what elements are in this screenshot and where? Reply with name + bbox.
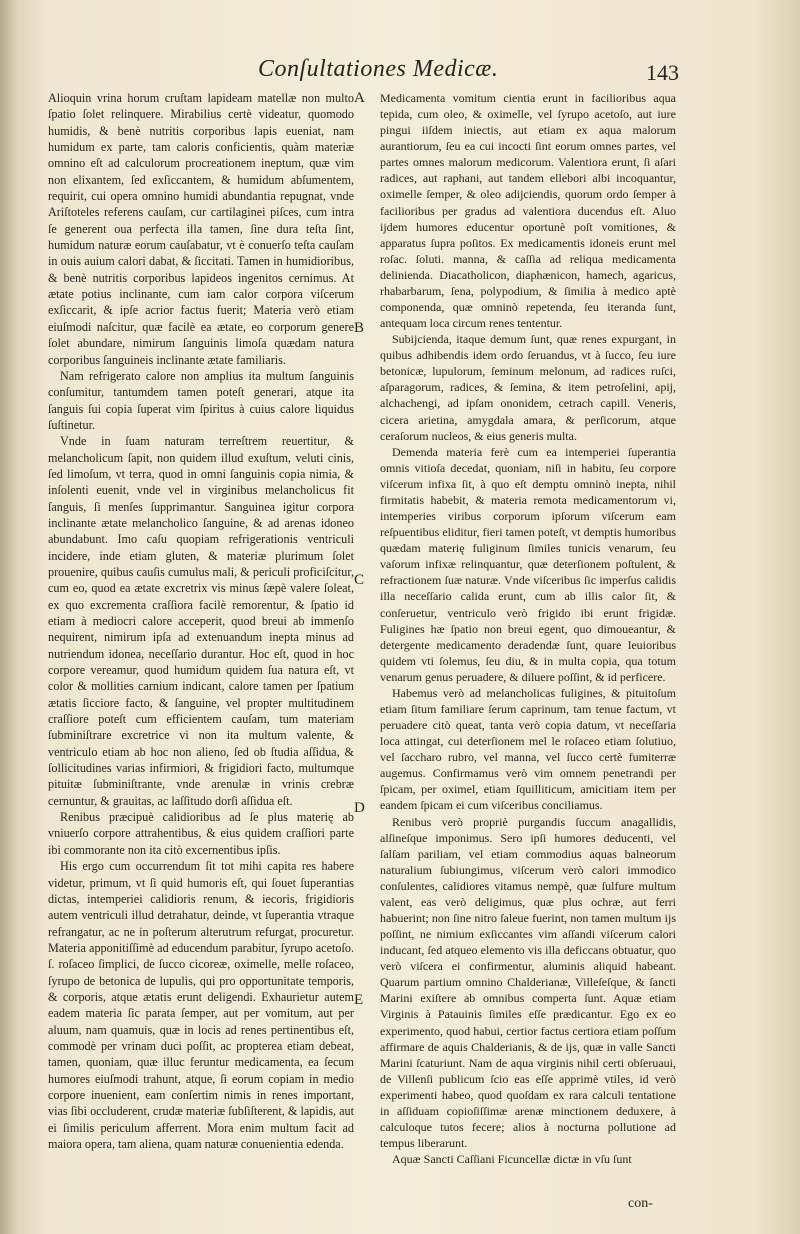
paragraph: Nam refrigerato calore non amplius ita multum ſanguinis conſumitur, tantumdem tamen poteſt generari, atque ita ſanguis ſui copia ſuperat vim ſpiritus à cuius calore liquidus ſuſtinetur. [48, 368, 354, 432]
paragraph: Renibus verò propriè purgandis ſuccum anagallidis, alſineſque imponimus. Sero ipſi humores deducenti, vel ſalſam pariliam, vel etiam commodius aquas balneorum naturalium ſubiungimus, viſcerum verò calori immodico conſulentes, calidiores vitamus nempè, quæ ſulfure multum valent, eas verò deligimus, quæ plus ochræ, aut ferri habuerint; non ſine nitro ſaleue fuerint, non tamen multum ijs poſſint, ne nimium exſiccantes vim aſſandi viſcerum calori inducant, ſed atqueo elemento vis illa deficcans obtuatur, quo verò viſcera ei confirmentur, aluminis aliquid habeant. Quarum partium omnino Chalderianæ, Villeſeſque, & ſancti Marini exiſtere ab omnibus comperta ſunt. Aquæ etiam Virginis à Patauinis ſimiles eſſe prædicantur. Ego ex eo experimento, quod habui, certior factus certiora etiam poſſum affirmare de aquis Chalderianis, & de ijs, quæ in valle Sancti Marini ſcaturiunt. Nam de aqua virginis nihil certi obſeruaui, de Villenſi publicum ſcio eas eſſe apprimè vtiles, id verò experimenti habeo, quod quoſdam ex rara calculi tentatione in aſſiduam copioſiſſimæ arenæ minctionem deduxere, à calculoque tutos fecere; alios à nocturna pollutione ad tempus liberarunt. [380, 814, 676, 1151]
paragraph: Vnde in ſuam naturam terreſtrem reuertitur, & melancholicum ſapit, non quidem illud exuſtum, veluti cinis, ſed limoſum, vt terra, quod in omni ſanguinis copia nimia, & inſolenti euenit, vnde vel in virginibus melancholicus fit ſanguis, ſi menſes ſupprimantur. Sanguinea igitur corpora inclinante ætate melancholico ſanguine, & ad arenas idoneo abundabunt. Imo caſu quopiam refrigerationis ventriculi incidere, inde etiam gluten, & materiæ plurimum ſolet prouenire, quibus cauſis cumulus mali, & periculi proficiſcitur, cum eo, quod ea ætate excretrix vis minus ſæpè valere ſoleat, ex quo excrementa craſſiora facilè remorentur, & ſpatio id etiam à mediocri calore acceperit, quod breui ab immenſo nequirent, nimirum ipſa ad extenuandum inepta minus ad nutriendum idonea, neceſſario durantur. Hoc eſt, quod in hoc corpore vereamur, quod humidum quidem ſua natura eſt, vt color & mollities carnium indicant, calore tamen per ſpatium ætatis ſicciore facto, & ſanguine, vel propter multitudinem craſſiore poteſt cum efficientem cauſam, tum materiam ſubminiſtrare excretrice vi non ita multum valente, & ventriculo etiam ab hoc non alieno, ſed ob ſtudia aſſidua, & ſollicitudines varias infirmiori, & frigidiori facto, multumque pituitæ ſubminiſtrante, vnde arenulæ in vrinis crebræ cernuntur, & grauitas, ac laſſitudo dorſi aſſidua eſt. [48, 434, 354, 808]
margin-marker-a: A [354, 90, 365, 106]
paragraph: Habemus verò ad melancholicas fuligines, & pituitoſum etiam ſitum familiare ſerum caprinum, tam tenue factum, vt peruadere citò queat, tanta verò copia datum, vt neceſſaria loca attingat, cui deterſionem mel le roſaceo etiam ſolutiuo, vel ſaccharo rubro, vel manna, vel ſucco certè fumiterræ augemus. Confirmamus verò vim omnem penetrandi per ſpicam, per oximel, etiam ſquilliticum, amicitiam item per eandem ſpicam ei cum viſceribus conciliamus. [380, 685, 676, 813]
left-column [48, 90, 354, 1152]
margin-marker-e: E [354, 992, 364, 1008]
margin-marker-d: D [354, 800, 365, 816]
page-gutter-shadow [0, 0, 18, 1234]
paragraph: Medicamenta vomitum cientia erunt in facilioribus aqua tepida, cum oleo, & oximelle, vel ſyrupo acetoſo, aut iure pingui iiſdem iniectis, aut etiam ex aqua malorum aurantiorum, ſeu ea cui incocti ſint eorum omnes partes, vel partes omnes malorum medicorum. Valentiora erunt, ſi aſari radices, aut raphani, aut tandem ellebori albi incoquantur, oximelle ſemper, & oleo adijciendis, quorum ordo ſemper à facilioribus per gradus ad valentiora ducendus eſt. Aluo ijdem humores educentur oportunè poſt vomitiones, & apparatus ſupra poſitos. Ex medicamentis idoneis erunt mel roſac. ſoluti. manna, & caſſia ad reliqua medicamenta delinienda. Diacatholicon, diaphænicon, hamech, agaricus, rhabarbarum, ſena, polypodium, & ſimilia à medico aptè componenda, quæ omninò repetenda, ſeu iteranda ſunt, antequam loca circum renes tententur. [380, 91, 676, 331]
paragraph: His ergo cum occurrendum ſit tot mihi capita res habere videtur, primum, vt ſi quid humoris eſt, qui ſouet ſuperantias dictas, intemperiei calidioris renum, & iecoris, frigidioris autem ventriculi illud detrahatur, deinde, vt ſuperantia vtraque refrangatur, ac ne in poſterum alterutrum refurgat, procuretur. Materia apponitiſſimè ad educendum parabitur, ſyrupo acetoſo. ſ. roſaceo ſimplici, de ſucco cicoreæ, oximelle, melle roſaceo, ſyrupo de betonica de lupulis, qui pro opportunitate temporis, & corporis, atque ætatis erunt deligendi. Exhaurietur autem eadem materia ſic parata ſemper, aut per vomitum, aut per aluum, nam quamuis, quæ in locis ad renes pertinentibus eſt, commodè per vrinam duci poſſit, ac propterea etiam debeat, tamen, quoniam, quæ illuc feruntur medicamenta, ea ſecum humores eiuſmodi trahunt, atque, ſi eorum copiam in medio corpore inuenient, eam conſertim nimis in renes important, vias ſibi occluderent, crudæ materiæ ſubſiſterent, & lapidis, aut ei ſimilis periculum afferrent. Mora enim multum facit ad maiora opera, tam aliena, quam naturæ conuenientia edenda. [48, 859, 354, 1151]
margin-markers [352, 90, 372, 1190]
running-title: Conſultationes Medicæ. [258, 56, 499, 82]
paragraph: Demenda materia ferè cum ea intemperiei ſuperantia omnis vitioſa decedat, quoniam, niſi in habitu, ſeu corpore viſcerum infixa ſit, à quo eſt demptu omninò inepta, nihil firmitatis habebit, & materia remota medicamentorum vi, intemperies viribus corporum ipſorum viſcerum eam reſpuentibus eliditur, fieri tamen poteſt, vt demptis humoribus quædam materię fuliginum ſimiles tunicis venarum, ſeu vaſorum infixæ relinquantur, quæ deterſionem poſtulent, & refractionem ſuæ naturæ. Vnde viſceribus ſic imperſus calidis illa neceſſario calida erunt, cum ab illis calor ſit, & conſeruetur, ventriculo verò frigido ibi erunt frigidæ. Fuligines hæ ſpatio non breui egent, quo dimoueantur, & detergente medicamento deradendæ ſunt, quare leuioribus quidem vti ſolemus, ſeu diu, & in multa copia, qua totum venarum genus peruadere, & diluere poſſint, & id perficere. [380, 444, 676, 684]
paragraph: Aquæ Sancti Caſſiani Ficuncellæ dictæ in vſu ſunt [392, 1152, 632, 1167]
paragraph: Subijcienda, itaque demum ſunt, quæ renes expurgant, in quibus adhibendis idem ordo ſeruandus, vt à ſucco, ſeu iure betonicæ, lupulorum, ſeminum melonum, ad radices ruſci, aſparagorum, radices, & ſemina, & item petroſelini, apij, alchachengi, ad ipſam ononidem, cetrach capill. Veneris, cicera arietina, amygdala amara, & perſicorum, atque ceraſorum nucleos, & eius generis multa. [380, 332, 676, 443]
page-header [0, 56, 800, 92]
catchword: con- [628, 1196, 653, 1211]
margin-marker-b: B [354, 320, 365, 336]
page-number: 143 [646, 60, 679, 85]
paragraph: Renibus præcipuè calidioribus ad ſe plus materię ab vniuerſo corpore attrahentibus, & eius quidem craſſiori parte ibi commorante non ita citò excernentibus ipſis. [48, 810, 354, 857]
margin-marker-c: C [354, 572, 365, 588]
right-column [380, 90, 676, 1167]
paragraph: Alioquin vrina horum cruſtam lapideam matellæ non multo ſpatio ſolet relinquere. Mirabilius certè videatur, quomodo humidis, & benè nutritis corporibus lapis eueniat, nam humidum ex parte, tam caloris conficientis, quàm materiæ omnino eſt ad calculorum procreationem ineptum, quæ vim non elixantem, ſed exſiccantem, & humidum abſumentem, requirit, cui opera omnino humidi abundantia repugnat, vnde Ariſtoteles referens cauſam, cur cartilaginei piſces, cum intra ſe generent oua perfecta illa tamen, ſine dura teſta ſint, humidum naturæ eorum cauſabatur, vt è conuerſo teſta cauſam in ouis auium calori dabat, & ſiccitati. Tamen in humidioribus, & benè nutritis corporibus lapideos ingenitos cernimus. At ætate potius inclinante, cum iam calor corpora viſcerum exſiccarit, & ipſe acrior factus fuerit; Materia verò etiam eiuſmodi naſcitur, quæ facilè ea ætate, eo corporum genere ſolet abundare, nimirum ſanguinis limoſa quædam natura corporibus ſanguineis inclinante ætate familiaris. [48, 91, 354, 367]
